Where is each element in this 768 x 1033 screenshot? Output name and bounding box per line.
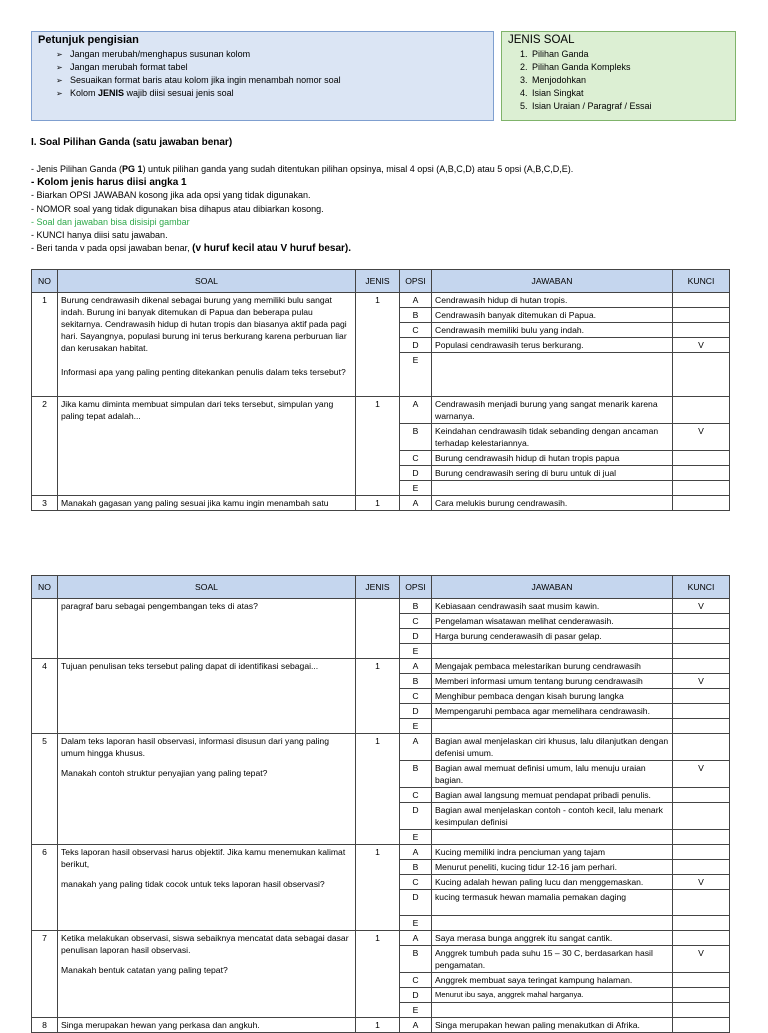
option-key[interactable]: V xyxy=(673,599,730,614)
option-key[interactable] xyxy=(673,397,730,424)
option-answer[interactable] xyxy=(432,719,673,734)
option-letter: B xyxy=(400,424,432,451)
note-line: - Soal dan jawaban bisa disisipi gambar xyxy=(31,216,190,227)
option-letter: B xyxy=(400,761,432,788)
option-letter: E xyxy=(400,719,432,734)
header-soal: SOAL xyxy=(58,576,356,599)
question-number: 5 xyxy=(32,734,58,845)
option-key[interactable] xyxy=(673,734,730,761)
option-letter: A xyxy=(400,931,432,946)
option-letter: C xyxy=(400,788,432,803)
option-key[interactable] xyxy=(673,1003,730,1018)
option-letter: B xyxy=(400,308,432,323)
question-number xyxy=(32,599,58,659)
option-answer[interactable]: Harga burung cenderawasih di pasar gelap. xyxy=(432,629,673,644)
petunjuk-list xyxy=(38,48,487,100)
option-answer[interactable]: Kucing adalah hewan paling lucu dan menggemaskan. xyxy=(432,875,673,890)
option-key[interactable] xyxy=(673,830,730,845)
table-header-row xyxy=(32,576,730,599)
option-key[interactable] xyxy=(673,788,730,803)
option-letter: A xyxy=(400,734,432,761)
header-jawaban: JAWABAN xyxy=(432,576,673,599)
option-key[interactable] xyxy=(673,614,730,629)
header-kunci: KUNCI xyxy=(673,576,730,599)
option-letter: C xyxy=(400,973,432,988)
question-number: 6 xyxy=(32,845,58,931)
option-answer[interactable]: Mempengaruhi pembaca agar memelihara cendrawasih. xyxy=(432,704,673,719)
option-letter: C xyxy=(400,451,432,466)
table-row xyxy=(32,931,730,946)
option-letter: A xyxy=(400,496,432,511)
option-letter: C xyxy=(400,689,432,704)
table-row xyxy=(32,599,730,614)
option-key[interactable] xyxy=(673,293,730,308)
option-letter: B xyxy=(400,674,432,689)
petunjuk-item: ➢ Kolom JENIS wajib diisi sesuai jenis soal xyxy=(56,88,234,98)
question-text[interactable]: Singa merupakan hewan yang perkasa dan angkuh. xyxy=(58,1018,356,1033)
option-key[interactable] xyxy=(673,689,730,704)
option-answer[interactable]: Burung cendrawasih sering di buru untuk di jual xyxy=(432,466,673,481)
option-answer[interactable]: kucing termasuk hewan mamalia pemakan daging xyxy=(432,890,673,916)
option-answer[interactable]: Menghibur pembaca dengan kisah burung langka xyxy=(432,689,673,704)
option-letter: D xyxy=(400,890,432,916)
option-key[interactable] xyxy=(673,451,730,466)
petunjuk-item: ➢ Jangan merubah format tabel xyxy=(56,62,188,72)
option-answer[interactable]: Anggrek membuat saya teringat kampung halaman. xyxy=(432,973,673,988)
question-text[interactable]: Ketika melakukan observasi, siswa sebaiknya mencatat data sebagai dasar penulisan laporan hasil observasi. Manakah bentuk catatan yang paling tepat? xyxy=(58,931,356,1018)
question-type[interactable]: 1 xyxy=(356,734,400,845)
option-letter: D xyxy=(400,704,432,719)
option-key[interactable] xyxy=(673,466,730,481)
option-key[interactable] xyxy=(673,353,730,397)
option-key[interactable] xyxy=(673,803,730,830)
option-answer[interactable] xyxy=(432,644,673,659)
jenis-soal-list xyxy=(508,48,729,113)
option-letter: D xyxy=(400,988,432,1003)
jenis-soal-item: 4. Isian Singkat xyxy=(530,87,729,100)
option-key[interactable] xyxy=(673,308,730,323)
question-text[interactable]: Teks laporan hasil observasi harus objektif. Jika kamu menemukan kalimat berikut, manakah yang paling tidak cocok untuk teks laporan hasil observasi? xyxy=(58,845,356,931)
option-answer[interactable]: Cendrawasih banyak ditemukan di Papua. xyxy=(432,308,673,323)
option-answer[interactable]: Cendrawasih hidup di hutan tropis. xyxy=(432,293,673,308)
question-type[interactable]: 1 xyxy=(356,845,400,931)
option-letter: E xyxy=(400,481,432,496)
header-no: NO xyxy=(32,270,58,293)
question-number: 1 xyxy=(32,293,58,397)
header-jenis: JENIS xyxy=(356,270,400,293)
question-type[interactable]: 1 xyxy=(356,1018,400,1033)
question-type[interactable]: 1 xyxy=(356,397,400,496)
option-answer[interactable] xyxy=(432,916,673,931)
option-key[interactable] xyxy=(673,973,730,988)
option-key[interactable] xyxy=(673,659,730,674)
option-letter: D xyxy=(400,466,432,481)
option-answer[interactable] xyxy=(432,353,673,397)
section-title: I. Soal Pilihan Ganda (satu jawaban benar) xyxy=(31,137,233,148)
header-jenis: JENIS xyxy=(356,576,400,599)
question-type[interactable]: 1 xyxy=(356,496,400,511)
option-answer[interactable]: Mengajak pembaca melestarikan burung cendrawasih xyxy=(432,659,673,674)
option-letter: B xyxy=(400,860,432,875)
option-letter: E xyxy=(400,830,432,845)
option-answer[interactable]: Anggrek tumbuh pada suhu 15 – 30 C, berdasarkan hasil pengamatan. xyxy=(432,946,673,973)
option-letter: B xyxy=(400,599,432,614)
option-answer[interactable]: Kebiasaan cendrawasih saat musim kawin. xyxy=(432,599,673,614)
option-answer[interactable]: Populasi cendrawasih terus berkurang. xyxy=(432,338,673,353)
option-letter: A xyxy=(400,397,432,424)
option-answer[interactable]: Singa merupakan hewan paling menakutkan di Afrika. xyxy=(432,1018,673,1033)
header-no: NO xyxy=(32,576,58,599)
option-answer[interactable] xyxy=(432,481,673,496)
option-answer[interactable]: Bagian awal menjelaskan ciri khusus, lalu dilanjutkan dengan defenisi umum. xyxy=(432,734,673,761)
table-row xyxy=(32,293,730,308)
option-key[interactable]: V xyxy=(673,424,730,451)
option-key[interactable]: V xyxy=(673,338,730,353)
option-key[interactable] xyxy=(673,719,730,734)
option-letter: A xyxy=(400,845,432,860)
question-type[interactable]: 1 xyxy=(356,659,400,734)
option-answer[interactable]: Cendrawasih menjadi burung yang sangat menarik karena warnanya. xyxy=(432,397,673,424)
header-opsi: OPSI xyxy=(400,270,432,293)
table-row xyxy=(32,845,730,860)
question-number: 3 xyxy=(32,496,58,511)
table-row xyxy=(32,496,730,511)
option-key[interactable] xyxy=(673,644,730,659)
option-letter: E xyxy=(400,1003,432,1018)
option-key[interactable]: V xyxy=(673,875,730,890)
option-key[interactable]: V xyxy=(673,761,730,788)
option-letter: A xyxy=(400,659,432,674)
option-key[interactable] xyxy=(673,496,730,511)
option-answer[interactable]: Cendrawasih memiliki bulu yang indah. xyxy=(432,323,673,338)
option-answer[interactable]: Menurut ibu saya, anggrek mahal harganya. xyxy=(432,988,673,1003)
table-row xyxy=(32,397,730,424)
table-row xyxy=(32,734,730,761)
option-letter: B xyxy=(400,946,432,973)
option-answer[interactable]: Bagian awal langsung memuat pendapat pribadi penulis. xyxy=(432,788,673,803)
option-key[interactable] xyxy=(673,931,730,946)
header-jawaban: JAWABAN xyxy=(432,270,673,293)
option-letter: E xyxy=(400,644,432,659)
option-letter: E xyxy=(400,916,432,931)
note-line: - Biarkan OPSI JAWABAN kosong jika ada opsi yang tidak digunakan. xyxy=(31,190,311,201)
petunjuk-title: Petunjuk pengisian xyxy=(38,34,139,46)
table-row xyxy=(32,659,730,674)
instructions-notes xyxy=(31,163,741,255)
question-text[interactable]: Tujuan penulisan teks tersebut paling dapat di identifikasi sebagai... xyxy=(58,659,356,734)
arrow-bullet-icon: ➢ xyxy=(56,50,63,59)
header-kunci: KUNCI xyxy=(673,270,730,293)
question-text[interactable]: Dalam teks laporan hasil observasi, informasi disusun dari yang paling umum hingga khusus. Manakah contoh struktur penyajian yang paling tepat? xyxy=(58,734,356,845)
arrow-bullet-icon: ➢ xyxy=(56,76,63,85)
option-answer[interactable]: Saya merasa bunga anggrek itu sangat cantik. xyxy=(432,931,673,946)
question-number: 4 xyxy=(32,659,58,734)
question-text[interactable]: Burung cendrawasih dikenal sebagai burung yang memiliki bulu sangat indah. Burung ini banyak ditemukan di Papua dan beberapa pulau sekitarnya. Cendrawasih hidup di hutan tropis dan biasanya aktif pada pagi hari. Sayangnya, populasi burung ini terus berkurang karena perburuan liar dan kerusakan habitat. Informasi apa yang paling penting ditekankan penulis dalam teks tersebut? xyxy=(58,293,356,397)
option-answer[interactable]: Cara melukis burung cendrawasih. xyxy=(432,496,673,511)
option-letter: D xyxy=(400,338,432,353)
question-text[interactable]: Jika kamu diminta membuat simpulan dari teks tersebut, simpulan yang paling tepat adalah... xyxy=(58,397,356,496)
note-line: - Beri tanda v pada opsi jawaban benar, (v huruf kecil atau V huruf besar). xyxy=(31,243,352,255)
option-key[interactable] xyxy=(673,1018,730,1033)
jenis-soal-title: JENIS SOAL xyxy=(508,34,575,46)
option-answer[interactable]: Bagian awal memuat definisi umum, lalu menuju uraian bagian. xyxy=(432,761,673,788)
option-answer[interactable]: Keindahan cendrawasih tidak sebanding dengan ancaman terhadap kelestariannya. xyxy=(432,424,673,451)
option-key[interactable]: V xyxy=(673,946,730,973)
option-answer[interactable]: Pengelaman wisatawan melihat cenderawasih. xyxy=(432,614,673,629)
note-line: - KUNCI hanya diisi satu jawaban. xyxy=(31,230,168,241)
option-key[interactable]: V xyxy=(673,674,730,689)
petunjuk-item: ➢ Jangan merubah/menghapus susunan kolom xyxy=(56,49,251,59)
question-number: 8 xyxy=(32,1018,58,1033)
option-key[interactable] xyxy=(673,916,730,931)
option-key[interactable] xyxy=(673,704,730,719)
header-soal: SOAL xyxy=(58,270,356,293)
option-key[interactable] xyxy=(673,860,730,875)
petunjuk-box xyxy=(31,31,494,121)
option-letter: A xyxy=(400,293,432,308)
option-key[interactable] xyxy=(673,845,730,860)
jenis-soal-item: 1. Pilihan Ganda xyxy=(530,48,729,61)
arrow-bullet-icon: ➢ xyxy=(56,89,63,98)
option-key[interactable] xyxy=(673,323,730,338)
option-key[interactable] xyxy=(673,629,730,644)
option-key[interactable] xyxy=(673,890,730,916)
option-letter: E xyxy=(400,353,432,397)
jenis-soal-item: 3. Menjodohkan xyxy=(530,74,729,87)
note-line: - Jenis Pilihan Ganda (PG 1) untuk pilihan ganda yang sudah ditentukan pilihan opsinya, misal 4 opsi (A,B,C,D) atau 5 opsi (A,B,C,D,E). xyxy=(31,164,574,174)
question-text[interactable]: Manakah gagasan yang paling sesuai jika kamu ingin menambah satu xyxy=(58,496,356,511)
option-letter: C xyxy=(400,323,432,338)
question-table-1 xyxy=(31,269,730,511)
option-answer[interactable]: Kucing memiliki indra penciuman yang tajam xyxy=(432,845,673,860)
option-answer[interactable]: Burung cendrawasih hidup di hutan tropis papua xyxy=(432,451,673,466)
table-row xyxy=(32,1018,730,1033)
option-answer[interactable]: Bagian awal menjelaskan contoh - contoh kecil, lalu menark kesimpulan definisi xyxy=(432,803,673,830)
option-answer[interactable]: Memberi informasi umum tentang burung cendrawasih xyxy=(432,674,673,689)
jenis-soal-item: 2. Pilihan Ganda Kompleks xyxy=(530,61,729,74)
question-text[interactable]: paragraf baru sebagai pengembangan teks di atas? xyxy=(58,599,356,659)
option-letter: D xyxy=(400,803,432,830)
option-key[interactable] xyxy=(673,481,730,496)
option-answer[interactable] xyxy=(432,1003,673,1018)
note-line: - Kolom jenis harus diisi angka 1 xyxy=(31,177,187,189)
option-letter: C xyxy=(400,875,432,890)
petunjuk-item: ➢ Sesuaikan format baris atau kolom jika ingin menambah nomor soal xyxy=(56,75,341,85)
question-type[interactable] xyxy=(356,599,400,659)
question-number: 2 xyxy=(32,397,58,496)
question-type[interactable]: 1 xyxy=(356,293,400,397)
table-header-row xyxy=(32,270,730,293)
option-answer[interactable] xyxy=(432,830,673,845)
question-number: 7 xyxy=(32,931,58,1018)
question-table-2 xyxy=(31,575,730,1033)
option-letter: A xyxy=(400,1018,432,1033)
note-line: - NOMOR soal yang tidak digunakan bisa dihapus atau dibiarkan kosong. xyxy=(31,203,324,214)
jenis-soal-box xyxy=(501,31,736,121)
question-type[interactable]: 1 xyxy=(356,931,400,1018)
option-letter: C xyxy=(400,614,432,629)
option-key[interactable] xyxy=(673,988,730,1003)
header-opsi: OPSI xyxy=(400,576,432,599)
arrow-bullet-icon: ➢ xyxy=(56,63,63,72)
option-answer[interactable]: Menurut peneliti, kucing tidur 12-16 jam perhari. xyxy=(432,860,673,875)
jenis-soal-item: 5. Isian Uraian / Paragraf / Essai xyxy=(530,100,729,113)
option-letter: D xyxy=(400,629,432,644)
